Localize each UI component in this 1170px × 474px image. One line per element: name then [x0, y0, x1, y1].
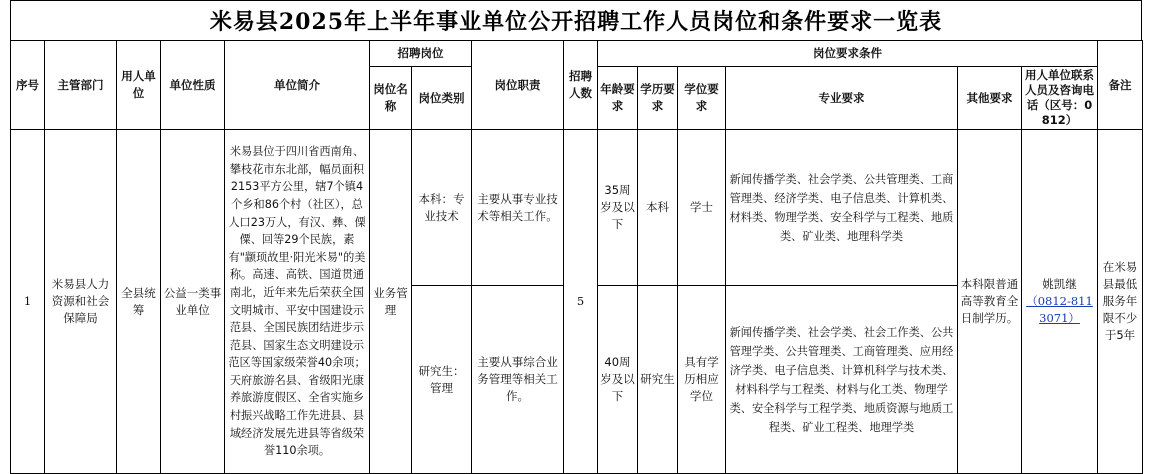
header-unit-type: 单位性质 [161, 41, 225, 130]
cell-duty: 主要从事专业技术等相关工作。 [472, 130, 564, 286]
header-seq: 序号 [11, 41, 45, 130]
page-title: 米易县2025年上半年事业单位公开招聘工作人员岗位和条件要求一览表 [209, 9, 943, 35]
cell-age: 35周岁及以下 [598, 130, 638, 286]
header-other: 其他要求 [958, 67, 1022, 130]
cell-contact [1022, 130, 1098, 474]
cell-post-category: 研究生：管理 [412, 286, 472, 474]
cell-remark: 在米易县最低服务年限不少于5年 [1098, 130, 1143, 474]
cell-employer: 全县统筹 [117, 130, 161, 474]
cell-count: 5 [564, 130, 598, 474]
recruitment-table [10, 40, 1143, 474]
header-contact: 用人单位联系人员及咨询电话（区号：0812） [1022, 67, 1098, 130]
contact-name: 姚凯继 [1042, 277, 1077, 291]
contact-phone-link[interactable]: （0812-8113071） [1026, 294, 1093, 325]
cell-duty: 主要从事综合业务管理等相关工作。 [472, 286, 564, 474]
cell-degree: 具有学历相应学位 [678, 286, 726, 474]
cell-degree: 学士 [678, 130, 726, 286]
header-age: 年龄要求 [598, 67, 638, 130]
title-bar [10, 0, 1142, 40]
cell-intro: 米易县位于四川省西南角、攀枝花市东北部，幅员面积2153平方公里，辖7个镇4个乡和86个村（社区），总人口23万人，有汉、彝、傈僳、回等29个民族，素有"颛顼故里·阳光米易"的美称。高速、高铁、国道贯通南北，近年来先后荣获全国文明城市、平安中国建设示范县、全国民族团结进步示范县、国家生态文明建设示范区等国家级荣誉40余项；天府旅游名县、省级阳光康养旅游度假区、全省实施乡村振兴战略工作先进县、县域经济发展先进县等省级荣誉110余项。 [225, 130, 370, 474]
header-post-name: 岗位名称 [370, 67, 412, 130]
cell-unit-type: 公益一类事业单位 [161, 130, 225, 474]
header-edu: 学历要求 [638, 67, 678, 130]
cell-edu: 研究生 [638, 286, 678, 474]
header-employer: 用人单位 [117, 41, 161, 130]
cell-post-name: 业务管理 [370, 130, 412, 474]
header-count: 招聘人数 [564, 41, 598, 130]
cell-major: 新闻传播学类、社会学类、公共管理类、工商管理类、经济学类、电子信息类、计算机类、材料类、物理学类、安全科学与工程类、地质类、矿业类、地理科学类 [726, 130, 958, 286]
table-row [11, 130, 1143, 286]
header-post-group: 招聘岗位 [370, 41, 472, 67]
cell-age: 40周岁及以下 [598, 286, 638, 474]
header-intro: 单位简介 [225, 41, 370, 130]
header-post-category: 岗位类别 [412, 67, 472, 130]
cell-other: 本科限普通高等教育全日制学历。 [958, 130, 1022, 474]
header-major: 专业要求 [726, 67, 958, 130]
header-degree: 学位要求 [678, 67, 726, 130]
cell-seq: 1 [11, 130, 45, 474]
cell-dept: 米易县人力资源和社会保障局 [45, 130, 117, 474]
cell-post-category: 本科：专业技术 [412, 130, 472, 286]
cell-edu: 本科 [638, 130, 678, 286]
header-req-group: 岗位要求条件 [598, 41, 1098, 67]
header-duty: 岗位职责 [472, 41, 564, 130]
header-dept: 主管部门 [45, 41, 117, 130]
header-remark: 备注 [1098, 41, 1143, 130]
cell-major: 新闻传播学类、社会学类、社会工作类、公共管理学类、公共管理类、工商管理类、应用经济学类、电子信息类、计算机科学与技术类、材料科学与工程类、材料与化工类、物理学类、安全科学与工程学类、地质资源与地质工程类、矿业工程类、地理学类 [726, 286, 958, 474]
